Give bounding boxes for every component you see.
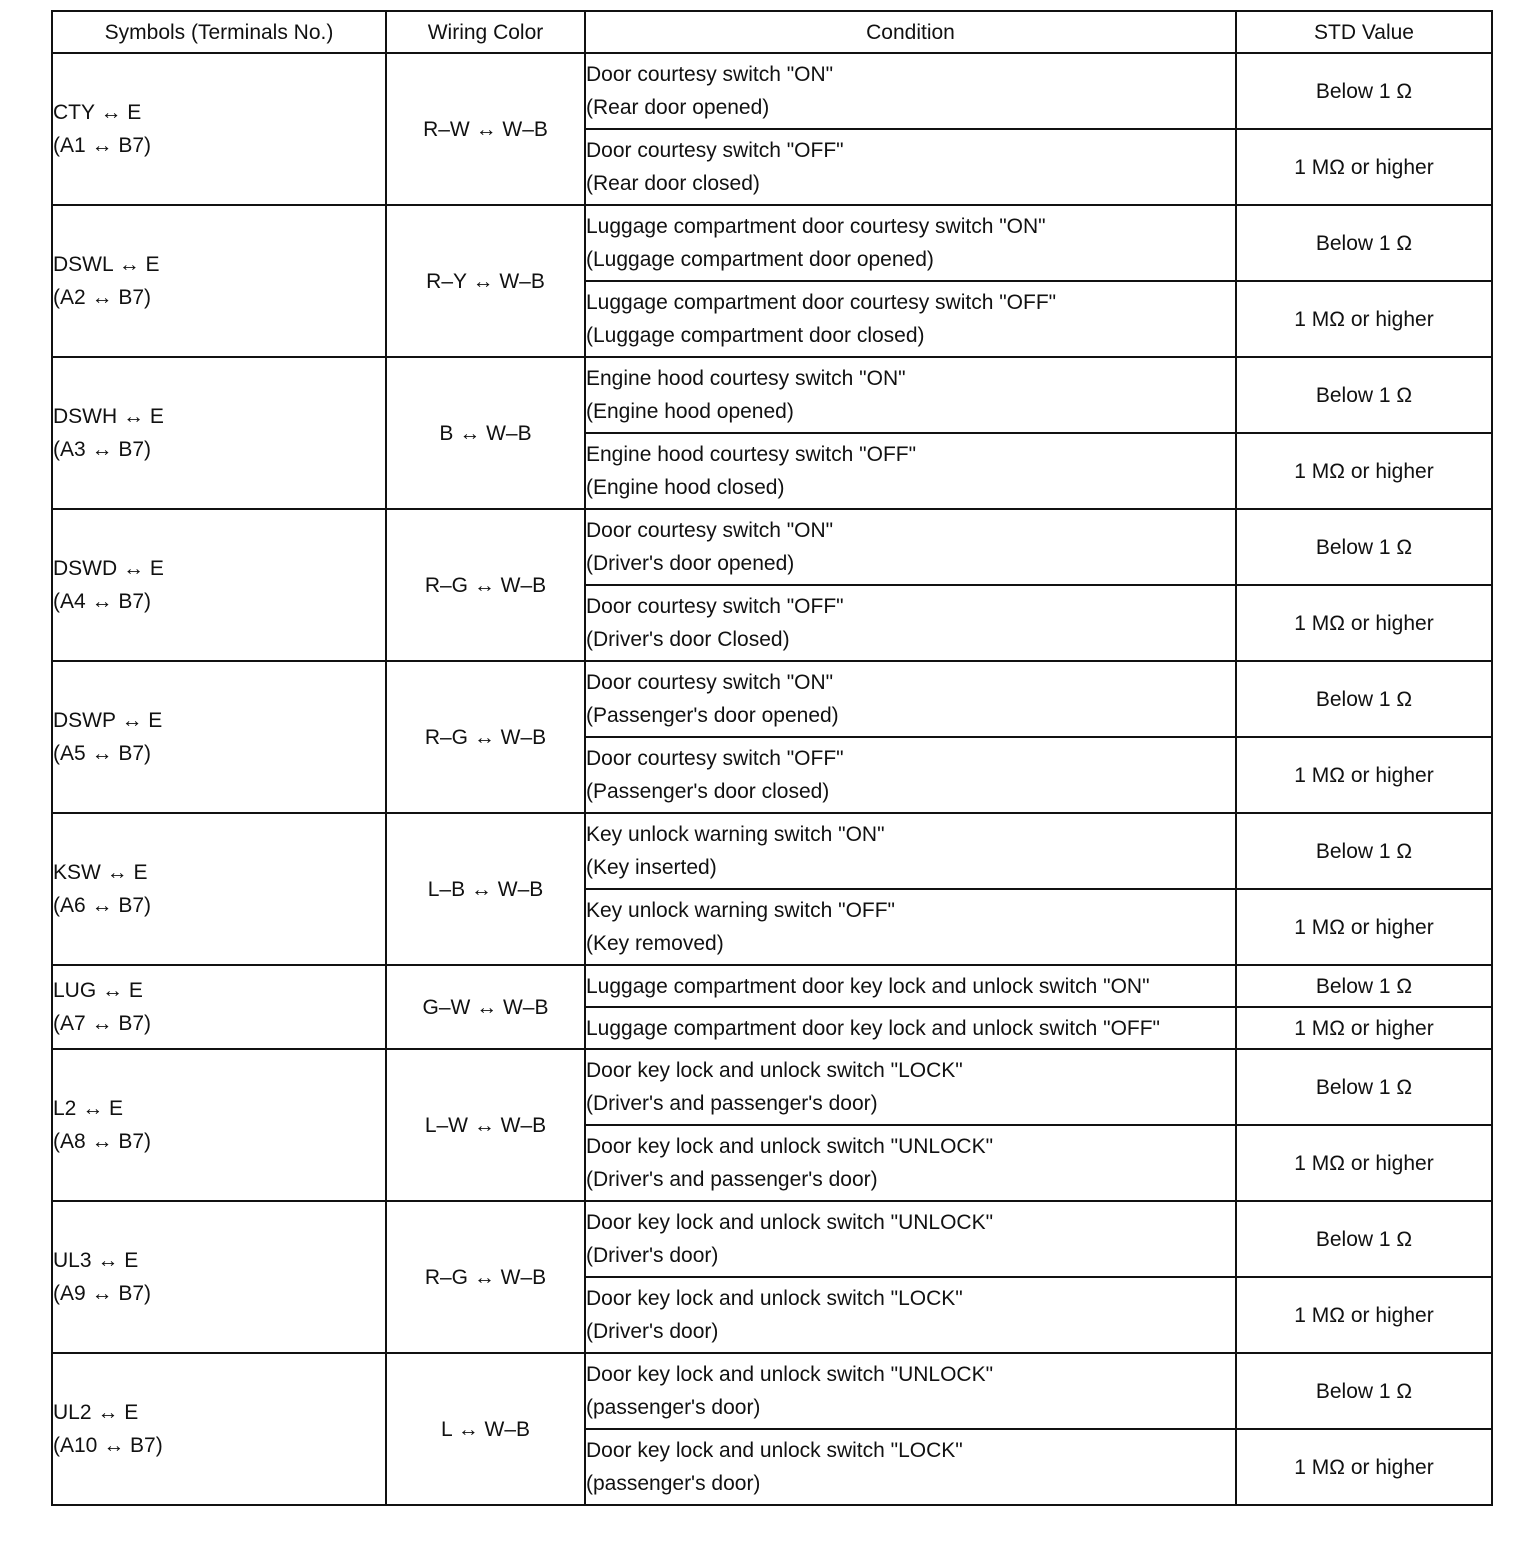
condition-detail: (Rear door opened) bbox=[586, 96, 770, 119]
symbol-label: DSWL ↔ E bbox=[53, 253, 160, 276]
std-value-cell: Below 1 Ω bbox=[1236, 357, 1492, 433]
symbol-cell bbox=[52, 1049, 386, 1201]
header-symbols: Symbols (Terminals No.) bbox=[52, 11, 386, 53]
table-row bbox=[52, 965, 1492, 1007]
wiring-color-cell: R–G ↔ W–B bbox=[386, 661, 585, 813]
condition-cell bbox=[585, 357, 1236, 433]
condition-text: Engine hood courtesy switch "ON" bbox=[586, 367, 906, 390]
table-row bbox=[52, 205, 1492, 281]
condition-text: Door key lock and unlock switch "UNLOCK" bbox=[586, 1363, 994, 1386]
condition-detail: (Rear door closed) bbox=[586, 172, 760, 195]
table-row bbox=[52, 357, 1492, 433]
terminal-label: (A7 ↔ B7) bbox=[53, 1012, 152, 1035]
symbol-label: LUG ↔ E bbox=[53, 979, 143, 1002]
wiring-color-cell: R–G ↔ W–B bbox=[386, 1201, 585, 1353]
condition-text: Door courtesy switch "ON" bbox=[586, 63, 834, 86]
terminal-label: (A6 ↔ B7) bbox=[53, 894, 152, 917]
std-value-cell: 1 MΩ or higher bbox=[1236, 889, 1492, 965]
std-value-cell: 1 MΩ or higher bbox=[1236, 737, 1492, 813]
header-std-value: STD Value bbox=[1236, 11, 1492, 53]
wiring-color-cell: L–B ↔ W–B bbox=[386, 813, 585, 965]
condition-detail: (passenger's door) bbox=[586, 1472, 761, 1495]
table-row bbox=[52, 509, 1492, 585]
condition-cell bbox=[585, 509, 1236, 585]
symbol-cell bbox=[52, 1353, 386, 1505]
symbol-label: DSWH ↔ E bbox=[53, 405, 164, 428]
condition-cell bbox=[585, 965, 1236, 1007]
terminal-label: (A9 ↔ B7) bbox=[53, 1282, 152, 1305]
condition-cell bbox=[585, 1049, 1236, 1125]
condition-detail: (Driver's door Closed) bbox=[586, 628, 790, 651]
std-value-table bbox=[51, 10, 1493, 1506]
std-value-cell: Below 1 Ω bbox=[1236, 1201, 1492, 1277]
condition-text: Door courtesy switch "ON" bbox=[586, 671, 834, 694]
condition-text: Door key lock and unlock switch "LOCK" bbox=[586, 1059, 963, 1082]
condition-cell bbox=[585, 1429, 1236, 1505]
std-value-cell: Below 1 Ω bbox=[1236, 205, 1492, 281]
header-row bbox=[52, 11, 1492, 53]
condition-cell bbox=[585, 281, 1236, 357]
terminal-label: (A8 ↔ B7) bbox=[53, 1130, 152, 1153]
std-value-cell: 1 MΩ or higher bbox=[1236, 1277, 1492, 1353]
condition-cell bbox=[585, 661, 1236, 737]
symbol-cell bbox=[52, 357, 386, 509]
terminal-label: (A10 ↔ B7) bbox=[53, 1434, 163, 1457]
symbol-cell bbox=[52, 509, 386, 661]
condition-detail: (Driver's door) bbox=[586, 1244, 719, 1267]
condition-detail: (Engine hood opened) bbox=[586, 400, 794, 423]
condition-cell bbox=[585, 737, 1236, 813]
condition-detail: (Driver's and passenger's door) bbox=[586, 1168, 878, 1191]
symbol-cell bbox=[52, 661, 386, 813]
condition-cell bbox=[585, 129, 1236, 205]
condition-text: Luggage compartment door courtesy switch "ON" bbox=[586, 215, 1046, 238]
condition-detail: (Key removed) bbox=[586, 932, 724, 955]
std-value-cell: 1 MΩ or higher bbox=[1236, 129, 1492, 205]
wiring-color-cell: L ↔ W–B bbox=[386, 1353, 585, 1505]
condition-text: Luggage compartment door key lock and unlock switch "OFF" bbox=[586, 1016, 1161, 1040]
symbol-cell bbox=[52, 813, 386, 965]
wiring-color-cell: R–W ↔ W–B bbox=[386, 53, 585, 205]
condition-cell bbox=[585, 53, 1236, 129]
symbol-label: L2 ↔ E bbox=[53, 1097, 124, 1120]
std-value-cell: Below 1 Ω bbox=[1236, 661, 1492, 737]
condition-cell bbox=[585, 1125, 1236, 1201]
condition-detail: (Luggage compartment door opened) bbox=[586, 248, 934, 271]
condition-cell bbox=[585, 813, 1236, 889]
symbol-cell bbox=[52, 53, 386, 205]
condition-detail: (Engine hood closed) bbox=[586, 476, 785, 499]
std-value-cell: 1 MΩ or higher bbox=[1236, 281, 1492, 357]
terminal-label: (A1 ↔ B7) bbox=[53, 134, 152, 157]
condition-text: Luggage compartment door key lock and unlock switch "ON" bbox=[586, 974, 1150, 998]
symbol-label: UL3 ↔ E bbox=[53, 1249, 139, 1272]
table-row bbox=[52, 1201, 1492, 1277]
wiring-color-cell: G–W ↔ W–B bbox=[386, 965, 585, 1049]
condition-cell bbox=[585, 585, 1236, 661]
condition-detail: (Luggage compartment door closed) bbox=[586, 324, 925, 347]
std-value-cell: Below 1 Ω bbox=[1236, 53, 1492, 129]
condition-text: Door key lock and unlock switch "UNLOCK" bbox=[586, 1135, 994, 1158]
terminal-label: (A4 ↔ B7) bbox=[53, 590, 152, 613]
condition-cell bbox=[585, 889, 1236, 965]
condition-detail: (Passenger's door closed) bbox=[586, 780, 830, 803]
condition-text: Engine hood courtesy switch "OFF" bbox=[586, 443, 917, 466]
condition-detail: (Passenger's door opened) bbox=[586, 704, 839, 727]
table-row bbox=[52, 1353, 1492, 1429]
symbol-cell bbox=[52, 1201, 386, 1353]
symbol-label: UL2 ↔ E bbox=[53, 1401, 139, 1424]
symbol-label: DSWD ↔ E bbox=[53, 557, 164, 580]
terminal-label: (A2 ↔ B7) bbox=[53, 286, 152, 309]
condition-text: Door courtesy switch "OFF" bbox=[586, 595, 844, 618]
wiring-color-cell: R–G ↔ W–B bbox=[386, 509, 585, 661]
std-value-cell: 1 MΩ or higher bbox=[1236, 1429, 1492, 1505]
condition-text: Door key lock and unlock switch "UNLOCK" bbox=[586, 1211, 994, 1234]
condition-cell bbox=[585, 1353, 1236, 1429]
table-row bbox=[52, 1049, 1492, 1125]
std-value-cell: Below 1 Ω bbox=[1236, 509, 1492, 585]
header-condition: Condition bbox=[585, 11, 1236, 53]
condition-detail: (passenger's door) bbox=[586, 1396, 761, 1419]
condition-cell bbox=[585, 433, 1236, 509]
condition-text: Door courtesy switch "ON" bbox=[586, 519, 834, 542]
wiring-color-cell: B ↔ W–B bbox=[386, 357, 585, 509]
table-row bbox=[52, 661, 1492, 737]
terminal-label: (A3 ↔ B7) bbox=[53, 438, 152, 461]
condition-detail: (Driver's door opened) bbox=[586, 552, 795, 575]
symbol-label: CTY ↔ E bbox=[53, 101, 142, 124]
std-value-cell: 1 MΩ or higher bbox=[1236, 1007, 1492, 1049]
std-value-cell: 1 MΩ or higher bbox=[1236, 433, 1492, 509]
table-body bbox=[52, 53, 1492, 1505]
symbol-label: KSW ↔ E bbox=[53, 861, 148, 884]
condition-text: Door courtesy switch "OFF" bbox=[586, 139, 844, 162]
condition-text: Luggage compartment door courtesy switch "OFF" bbox=[586, 291, 1057, 314]
condition-detail: (Driver's door) bbox=[586, 1320, 719, 1343]
condition-detail: (Driver's and passenger's door) bbox=[586, 1092, 878, 1115]
std-value-cell: 1 MΩ or higher bbox=[1236, 1125, 1492, 1201]
wiring-color-cell: R–Y ↔ W–B bbox=[386, 205, 585, 357]
std-value-cell: Below 1 Ω bbox=[1236, 1353, 1492, 1429]
terminal-label: (A5 ↔ B7) bbox=[53, 742, 152, 765]
condition-text: Door courtesy switch "OFF" bbox=[586, 747, 844, 770]
condition-cell bbox=[585, 1007, 1236, 1049]
symbol-label: DSWP ↔ E bbox=[53, 709, 163, 732]
condition-text: Door key lock and unlock switch "LOCK" bbox=[586, 1287, 963, 1310]
condition-cell bbox=[585, 1277, 1236, 1353]
std-value-cell: Below 1 Ω bbox=[1236, 965, 1492, 1007]
condition-text: Key unlock warning switch "ON" bbox=[586, 823, 885, 846]
condition-cell bbox=[585, 205, 1236, 281]
symbol-cell bbox=[52, 205, 386, 357]
condition-cell bbox=[585, 1201, 1236, 1277]
table-row bbox=[52, 813, 1492, 889]
std-value-cell: 1 MΩ or higher bbox=[1236, 585, 1492, 661]
std-value-cell: Below 1 Ω bbox=[1236, 1049, 1492, 1125]
condition-detail: (Key inserted) bbox=[586, 856, 717, 879]
wiring-color-cell: L–W ↔ W–B bbox=[386, 1049, 585, 1201]
header-wiring-color: Wiring Color bbox=[386, 11, 585, 53]
table-row bbox=[52, 53, 1492, 129]
std-value-cell: Below 1 Ω bbox=[1236, 813, 1492, 889]
symbol-cell bbox=[52, 965, 386, 1049]
condition-text: Key unlock warning switch "OFF" bbox=[586, 899, 896, 922]
condition-text: Door key lock and unlock switch "LOCK" bbox=[586, 1439, 963, 1462]
